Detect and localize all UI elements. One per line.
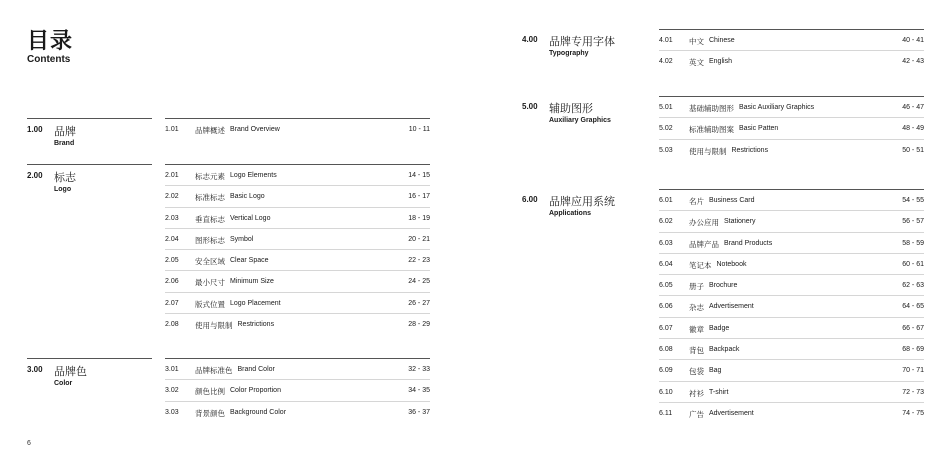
- entry-number: 6.06: [659, 303, 673, 311]
- entry-number: 5.03: [659, 146, 673, 154]
- section-title-zh: 品牌色: [54, 365, 87, 378]
- entry-title-zh: 品牌概述: [195, 126, 225, 135]
- entry-title-en: Logo Elements: [230, 172, 277, 179]
- entry-pages: 20 - 21: [408, 235, 430, 243]
- entry-number: 4.01: [659, 37, 673, 44]
- toc-entry[interactable]: [165, 185, 430, 206]
- entry-title-en: Symbol: [230, 235, 254, 243]
- entry-number: 3.02: [165, 387, 179, 395]
- entry-title-en: Logo Placement: [230, 299, 281, 307]
- entry-pages: 34 - 35: [408, 387, 430, 395]
- entry-title-en: Vertical Logo: [230, 214, 271, 222]
- toc-entry[interactable]: [659, 359, 924, 380]
- toc-entry[interactable]: [659, 232, 924, 253]
- entry-pages: 66 - 67: [902, 324, 924, 332]
- entry-title-zh: 笔记本: [689, 260, 712, 270]
- entry-title-en: Advertisement: [709, 303, 754, 311]
- toc-entry[interactable]: [165, 164, 430, 185]
- entry-pages: 28 - 29: [408, 321, 430, 329]
- entry-number: 6.01: [659, 197, 673, 204]
- entry-pages: 54 - 55: [902, 197, 924, 204]
- entry-title-en: Clear Space: [230, 257, 269, 265]
- entry-title-zh: 品牌产品: [689, 239, 719, 249]
- section-heading: [522, 29, 647, 69]
- entry-pages: 62 - 63: [902, 282, 924, 290]
- page-title: 目录: [27, 29, 74, 54]
- entry-number: 6.08: [659, 346, 673, 354]
- entry-pages: 50 - 51: [902, 146, 924, 154]
- entry-pages: 16 - 17: [408, 193, 430, 201]
- entry-title-en: Brand Color: [237, 366, 275, 373]
- toc-entry[interactable]: [659, 29, 924, 50]
- section-number: 3.00: [27, 365, 43, 374]
- section-heading: [27, 358, 152, 398]
- section-title-en: Color: [54, 380, 73, 387]
- page-subtitle: Contents: [27, 54, 71, 65]
- entry-pages: 22 - 23: [408, 257, 430, 265]
- entry-title-en: Basic Patten: [739, 125, 779, 133]
- section-title-zh: 品牌专用字体: [549, 35, 615, 48]
- section-item-list: [659, 96, 924, 160]
- entry-number: 2.08: [165, 321, 179, 329]
- entry-pages: 74 - 75: [902, 409, 924, 417]
- toc-entry[interactable]: [659, 274, 924, 295]
- entry-number: 3.01: [165, 366, 179, 373]
- entry-pages: 42 - 43: [902, 58, 924, 66]
- section-item-list: [659, 29, 924, 72]
- entry-title-en: Brand Overview: [230, 126, 280, 133]
- entry-pages: 24 - 25: [408, 278, 430, 286]
- section-item-list: [659, 189, 924, 423]
- entry-number: 5.02: [659, 125, 673, 133]
- section-number: 2.00: [27, 171, 43, 180]
- section-heading: [27, 118, 152, 158]
- entry-title-en: Chinese: [709, 37, 735, 44]
- entry-pages: 72 - 73: [902, 388, 924, 396]
- entry-title-zh: 杂志: [689, 303, 704, 313]
- entry-title-zh: 册子: [689, 282, 704, 292]
- section-title-en: Auxiliary Graphics: [549, 117, 611, 124]
- entry-number: 6.03: [659, 239, 673, 247]
- entry-number: 6.10: [659, 388, 673, 396]
- entry-title-en: Restrictions: [731, 146, 769, 154]
- toc-entry[interactable]: [165, 207, 430, 228]
- toc-entry[interactable]: [659, 50, 924, 71]
- page-number: 6: [27, 440, 31, 447]
- section-number: 5.00: [522, 102, 538, 111]
- section-number: 6.00: [522, 195, 538, 204]
- entry-title-en: Notebook: [716, 260, 747, 268]
- toc-entry[interactable]: [165, 270, 430, 291]
- section-title-zh: 品牌应用系统: [549, 195, 615, 208]
- section-heading: [27, 164, 152, 204]
- entry-title-en: Badge: [709, 324, 730, 332]
- entry-number: 6.05: [659, 282, 673, 290]
- entry-title-zh: 安全区域: [195, 257, 225, 267]
- entry-title-zh: 名片: [689, 197, 704, 206]
- entry-title-zh: 广告: [689, 409, 704, 419]
- entry-title-en: Brand Products: [724, 239, 773, 247]
- toc-entry[interactable]: [165, 118, 430, 139]
- entry-title-en: Minimum Size: [230, 278, 274, 286]
- entry-title-en: Color Proportion: [230, 387, 281, 395]
- entry-number: 6.02: [659, 218, 673, 226]
- entry-title-zh: 基础辅助图形: [689, 104, 734, 113]
- entry-title-zh: 衬衫: [689, 388, 704, 398]
- toc-entry[interactable]: [165, 401, 430, 422]
- toc-entry[interactable]: [165, 228, 430, 249]
- toc-entry[interactable]: [165, 292, 430, 313]
- entry-title-en: Background Color: [230, 408, 287, 416]
- entry-pages: 10 - 11: [408, 126, 430, 133]
- entry-number: 1.01: [165, 126, 179, 133]
- entry-pages: 32 - 33: [408, 366, 430, 373]
- section-title-zh: 辅助图形: [549, 102, 593, 115]
- entry-number: 2.05: [165, 257, 179, 265]
- entry-title-zh: 最小尺寸: [195, 278, 225, 288]
- entry-title-zh: 使用与限制: [689, 146, 727, 156]
- entry-title-zh: 背景颜色: [195, 408, 225, 418]
- entry-pages: 26 - 27: [408, 299, 430, 307]
- section-title-zh: 标志: [54, 171, 76, 184]
- entry-title-en: Restrictions: [237, 321, 275, 329]
- toc-entry[interactable]: [659, 338, 924, 359]
- entry-number: 6.04: [659, 260, 673, 268]
- toc-entry[interactable]: [659, 402, 924, 423]
- entry-number: 6.09: [659, 367, 673, 375]
- section-title-en: Brand: [54, 140, 75, 147]
- toc-entry[interactable]: [659, 381, 924, 402]
- toc-entry[interactable]: [659, 253, 924, 274]
- entry-pages: 14 - 15: [408, 172, 430, 179]
- entry-title-en: Bag: [709, 367, 722, 375]
- entry-title-zh: 办公应用: [689, 218, 719, 228]
- section-title-en: Typography: [549, 50, 589, 57]
- entry-title-en: Advertisement: [709, 409, 754, 417]
- entry-title-en: Backpack: [709, 346, 740, 354]
- entry-title-en: Brochure: [709, 282, 738, 290]
- entry-title-en: English: [709, 58, 732, 66]
- entry-title-zh: 标准辅助图案: [689, 125, 734, 135]
- entry-title-zh: 中文: [689, 37, 704, 46]
- toc-entry[interactable]: [165, 249, 430, 270]
- entry-title-en: Basic Logo: [230, 193, 265, 201]
- section-title-zh: 品牌: [54, 125, 76, 138]
- entry-title-zh: 包袋: [689, 367, 704, 377]
- entry-number: 5.01: [659, 104, 673, 111]
- section-number: 1.00: [27, 125, 43, 134]
- toc-entry[interactable]: [659, 117, 924, 138]
- entry-title-zh: 垂直标志: [195, 214, 225, 224]
- toc-entry[interactable]: [659, 317, 924, 338]
- entry-number: 4.02: [659, 58, 673, 66]
- section-title-en: Logo: [54, 186, 72, 193]
- toc-entry[interactable]: [165, 358, 430, 379]
- entry-title-zh: 标志元素: [195, 172, 225, 181]
- entry-title-zh: 标准标志: [195, 193, 225, 203]
- section-item-list: [165, 118, 430, 139]
- toc-entry[interactable]: [659, 210, 924, 231]
- toc-entry[interactable]: [165, 379, 430, 400]
- entry-pages: 18 - 19: [408, 214, 430, 222]
- section-item-list: [165, 358, 430, 422]
- entry-number: 2.07: [165, 299, 179, 307]
- entry-number: 2.02: [165, 193, 179, 201]
- entry-title-zh: 版式位置: [195, 299, 225, 309]
- toc-entry[interactable]: [659, 139, 924, 160]
- section-title-en: Applications: [549, 210, 592, 217]
- entry-title-en: Stationery: [724, 218, 756, 226]
- entry-number: 6.07: [659, 324, 673, 332]
- entry-title-en: T-shirt: [709, 388, 729, 396]
- section-heading: [522, 189, 647, 229]
- section-item-list: [165, 164, 430, 334]
- toc-entry[interactable]: [659, 295, 924, 316]
- entry-pages: 56 - 57: [902, 218, 924, 226]
- entry-title-en: Basic Auxiliary Graphics: [739, 104, 815, 111]
- entry-pages: 64 - 65: [902, 303, 924, 311]
- entry-number: 2.03: [165, 214, 179, 222]
- toc-entry[interactable]: [659, 96, 924, 117]
- entry-number: 3.03: [165, 408, 179, 416]
- toc-entry[interactable]: [165, 313, 430, 334]
- toc-entry[interactable]: [659, 189, 924, 210]
- entry-title-zh: 英文: [689, 58, 704, 68]
- entry-title-zh: 使用与限制: [195, 321, 233, 331]
- entry-number: 2.01: [165, 172, 179, 179]
- entry-number: 2.04: [165, 235, 179, 243]
- entry-pages: 68 - 69: [902, 346, 924, 354]
- entry-pages: 70 - 71: [902, 367, 924, 375]
- entry-pages: 48 - 49: [902, 125, 924, 133]
- entry-title-zh: 图形标志: [195, 235, 225, 245]
- entry-pages: 58 - 59: [902, 239, 924, 247]
- entry-pages: 36 - 37: [408, 408, 430, 416]
- entry-title-en: Business Card: [709, 197, 755, 204]
- entry-title-zh: 颜色比例: [195, 387, 225, 397]
- entry-pages: 60 - 61: [902, 260, 924, 268]
- entry-number: 2.06: [165, 278, 179, 286]
- entry-pages: 40 - 41: [902, 37, 924, 44]
- entry-title-zh: 徽章: [689, 324, 704, 334]
- section-number: 4.00: [522, 35, 538, 44]
- entry-number: 6.11: [659, 409, 673, 417]
- entry-title-zh: 品牌标准色: [195, 366, 233, 375]
- entry-pages: 46 - 47: [902, 104, 924, 111]
- section-heading: [522, 96, 647, 136]
- entry-title-zh: 背包: [689, 346, 704, 356]
